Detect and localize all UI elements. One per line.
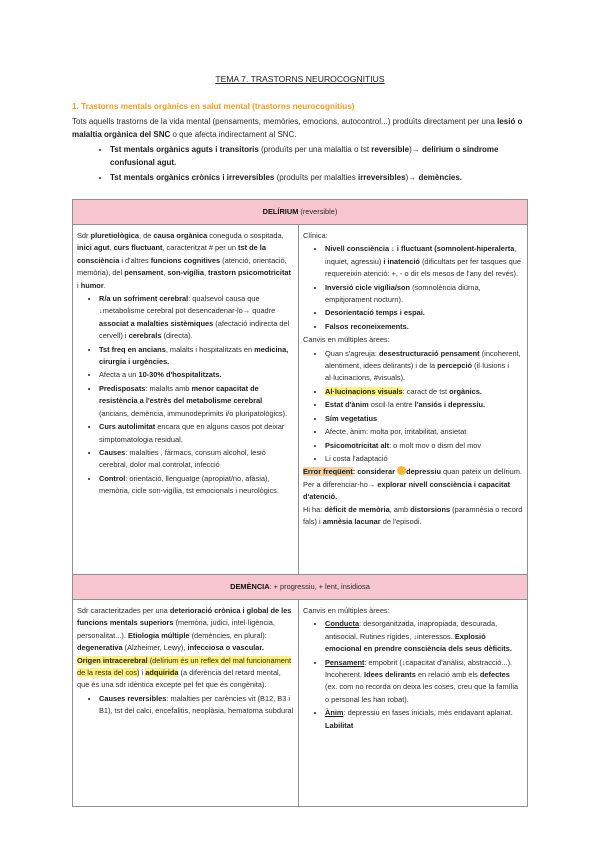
list-item: • Quan s'agreuja: desestructuració pensament (incoherent, alentiment, idees delirants) i de la percepció (il·lusions i al·lucinacions, #visuals). bbox=[325, 348, 523, 385]
list-item: • Psicomotricitat alt: o molt mov o dism del mov bbox=[325, 440, 523, 452]
intro-block bbox=[72, 116, 530, 188]
list-item: • Tst mentals orgànics aguts i transitoris (produïts per una malaltia o tst reversible)→ delírium o síndrome confusional agut. bbox=[110, 144, 530, 169]
dementia-left-cell: Sdr caracteritzades per una deterioració crònica i global de les funcions mentals superiors (memòria, judici, intel·ligència, personalitat...). Etiologia múltiple (demències, en plural): degenerativa (Alzheimer, Lewy), infecciosa o vascular. Origen intracerebral (delírium és un reflex del mal funcionament de la resta del cos) i adquirida (a diferència del retard mental, que és una sdr idèntica excepte pel fet que és congènita). • Causes reversibles: malalties per carències vit (B12, B3 i B1), tst del calci, encefalitis, neoplàsia, hematoma subdural bbox=[73, 600, 299, 807]
intro-paragraph: Tots aquells trastorns de la vida mental (pensaments, memòries, emocions, autocontrol...) produïts directament per una lesió o malaltia orgànica del SNC o que afecta indirectament al SNC. bbox=[72, 117, 523, 139]
list-item: • Causes: malalties , fàrmacs, consum alcohol, lesió cerebral, dolor mal controlat, infecció bbox=[99, 447, 294, 472]
list-item: • Tst freq en ancians, malalts i hospitalitzats en medicina, cirurgia i urgències. bbox=[99, 344, 294, 369]
intro-list bbox=[72, 144, 530, 185]
list-item: • Sím vegetatius bbox=[325, 413, 523, 425]
face-emoji-icon bbox=[397, 466, 406, 475]
list-item: • Afecte, ànim: molta por, irritabilitat, ansietat bbox=[325, 426, 523, 438]
dementia-right-cell: Canvis en múltiples àrees: • Conducta: desorganitzada, inapropiada, descurada, antisocial. Rutines rígides, ↓interessos. Explosió emocional en prendre consciència dels seus dèficits. • Pensament: empobrit (↓capacitat d'anàlisi, abstracció...). Incoherent. Idees delirants en relació amb els defectes (ex. com no recorda on deixa les coses, creu que la família o personal les han robat). • Ànim: depressiu en fases inicials, més endavant aplanat. Labilitat bbox=[299, 600, 528, 807]
list-item: • Al·lucinacions visuals: caract de tst orgànics. bbox=[325, 386, 523, 398]
list-item: • Afecta a un 10-30% d'hospitalitzats. bbox=[99, 369, 294, 381]
list-item: • Conducta: desorganitzada, inapropiada, descurada, antisocial. Rutines rígides, ↓interessos. Explosió emocional en prendre consciència dels seus dèficits. bbox=[325, 618, 523, 655]
list-item: • Control: orientació, llenguatge (apropiat/no, afàsia), memòria, cicle son-vigília, tst emocionals i neurològics. bbox=[99, 473, 294, 498]
delirium-header: DELÍRIUM (reversible) bbox=[73, 200, 528, 225]
list-item: • Desorientació temps i espai. bbox=[325, 307, 523, 319]
list-item: • Estat d'ànim oscil·la entre l'ansiós i depressiu. bbox=[325, 399, 523, 411]
list-item: • Tst mentals orgànics crònics i irreversibles (produïts per malalties irreversibles)→ demències. bbox=[110, 172, 530, 185]
list-item: • Falsos reconeixements. bbox=[325, 321, 523, 333]
page-title: TEMA 7. TRASTORNS NEUROCOGNITIUS bbox=[215, 74, 385, 84]
list-item: • Causes reversibles: malalties per carències vit (B12, B3 i B1), tst del calci, encefalitis, neoplàsia, hematoma subdural bbox=[99, 693, 294, 718]
list-item: • Nivell consciència ↓ i fluctuant (somnolent-hiperalerta, inquiet, agressiu) i inatenció (dificultats per fer tasques que requereixin atenció: +, - o dir els mesos de l'any del revés). bbox=[325, 243, 523, 280]
list-item: • R/a un sofriment cerebral: qualsevol causa que ↓metabolisme cerebral pot desencadenar-lo→ quadre associat a malalties sistèmiques (afectació indirecta del cervell) i cerebrals (directa). bbox=[99, 293, 294, 343]
summary-table bbox=[72, 199, 528, 807]
delirium-right-cell: Clínica: • Nivell consciència ↓ i fluctuant (somnolent-hiperalerta, inquiet, agressiu) i inatenció (dificultats per fer tasques que requereixin atenció: +, - o dir els mesos de l'any del revés). • Inversió cicle vigília/son (somnolència diürna, empitjorament nocturn). • Desorientació temps i espai. • Falsos reconeixements. Canvis en múltiples àrees: • Quan s'agreuja: desestructuració pensament (incoherent, alentiment, idees delirants) i de la percepció (il·lusions i al·lucinacions, #visuals). • Al·lucinacions visuals: caract de tst orgànics. • Estat d'ànim oscil·la entre l'ansiós i depressiu. • Sím vegetatius • Afecte, ànim: molta por, irritabilitat, ansietat • Psicomotricitat alt: o molt mov o dism del mov • Li costa l'adaptació Error freqüent: considerar depressiu quan pateix un delírium. Per a diferenciar-ho→ explorar nivell consciència i capacitat d'atenció. Hi ha: dèficit de memòria, amb distorsions (paramnèsia o record fals) i amnèsia lacunar de l'episodi. bbox=[299, 225, 528, 575]
delirium-left-cell: Sdr pluretiològica, de causa orgànica coneguda o sospitada, inici agut, curs fluctuant, caracteritzat # per un tst de la consciència i d'altres funcions cognitives (atenció, orientació, memòria), del pensament, son-vigília, trastorn psicomotricitat i humor. • R/a un sofriment cerebral: qualsevol causa que ↓metabolisme cerebral pot desencadenar-lo→ quadre associat a malalties sistèmiques (afectació indirecta del cervell) i cerebrals (directa). • Tst freq en ancians, malalts i hospitalitzats en medicina, cirurgia i urgències. • Afecta a un 10-30% d'hospitalitzats. • Predisposats: malalts amb menor capacitat de resistència a l'estrès del metabolisme cerebral (ancians, demència, immunodeprimits i/o pluripatològics). • Curs autolimitat encara que en alguns casos pot deixar simptomatologia residual. • Causes: malalties , fàrmacs, consum alcohol, lesió cerebral, dolor mal controlat, infecció • Control: orientació, llenguatge (apropiat/no, afàsia), memòria, cicle son-vigília, tst emocionals i neurològics. bbox=[73, 225, 299, 575]
list-item: • Predisposats: malalts amb menor capacitat de resistència a l'estrès del metabolisme cerebral (ancians, demència, immunodeprimits i/o pluripatològics). bbox=[99, 383, 294, 420]
section-heading: 1. Trastorns mentals orgànics en salut mental (trastorns neurocognitius) bbox=[72, 102, 355, 111]
list-item: • Curs autolimitat encara que en alguns casos pot deixar simptomatologia residual. bbox=[99, 421, 294, 446]
list-item: • Li costa l'adaptació bbox=[325, 453, 523, 465]
dementia-header: DEMÈNCIA: + progressiu, + lent, insidiosa bbox=[73, 575, 528, 600]
list-item: • Inversió cicle vigília/son (somnolència diürna, empitjorament nocturn). bbox=[325, 282, 523, 307]
list-item: • Ànim: depressiu en fases inicials, més endavant aplanat. Labilitat bbox=[325, 707, 523, 732]
list-item: • Pensament: empobrit (↓capacitat d'anàlisi, abstracció...). Incoherent. Idees delirants en relació amb els defectes (ex. com no recorda on deixa les coses, creu que la família o personal les han robat). bbox=[325, 657, 523, 707]
